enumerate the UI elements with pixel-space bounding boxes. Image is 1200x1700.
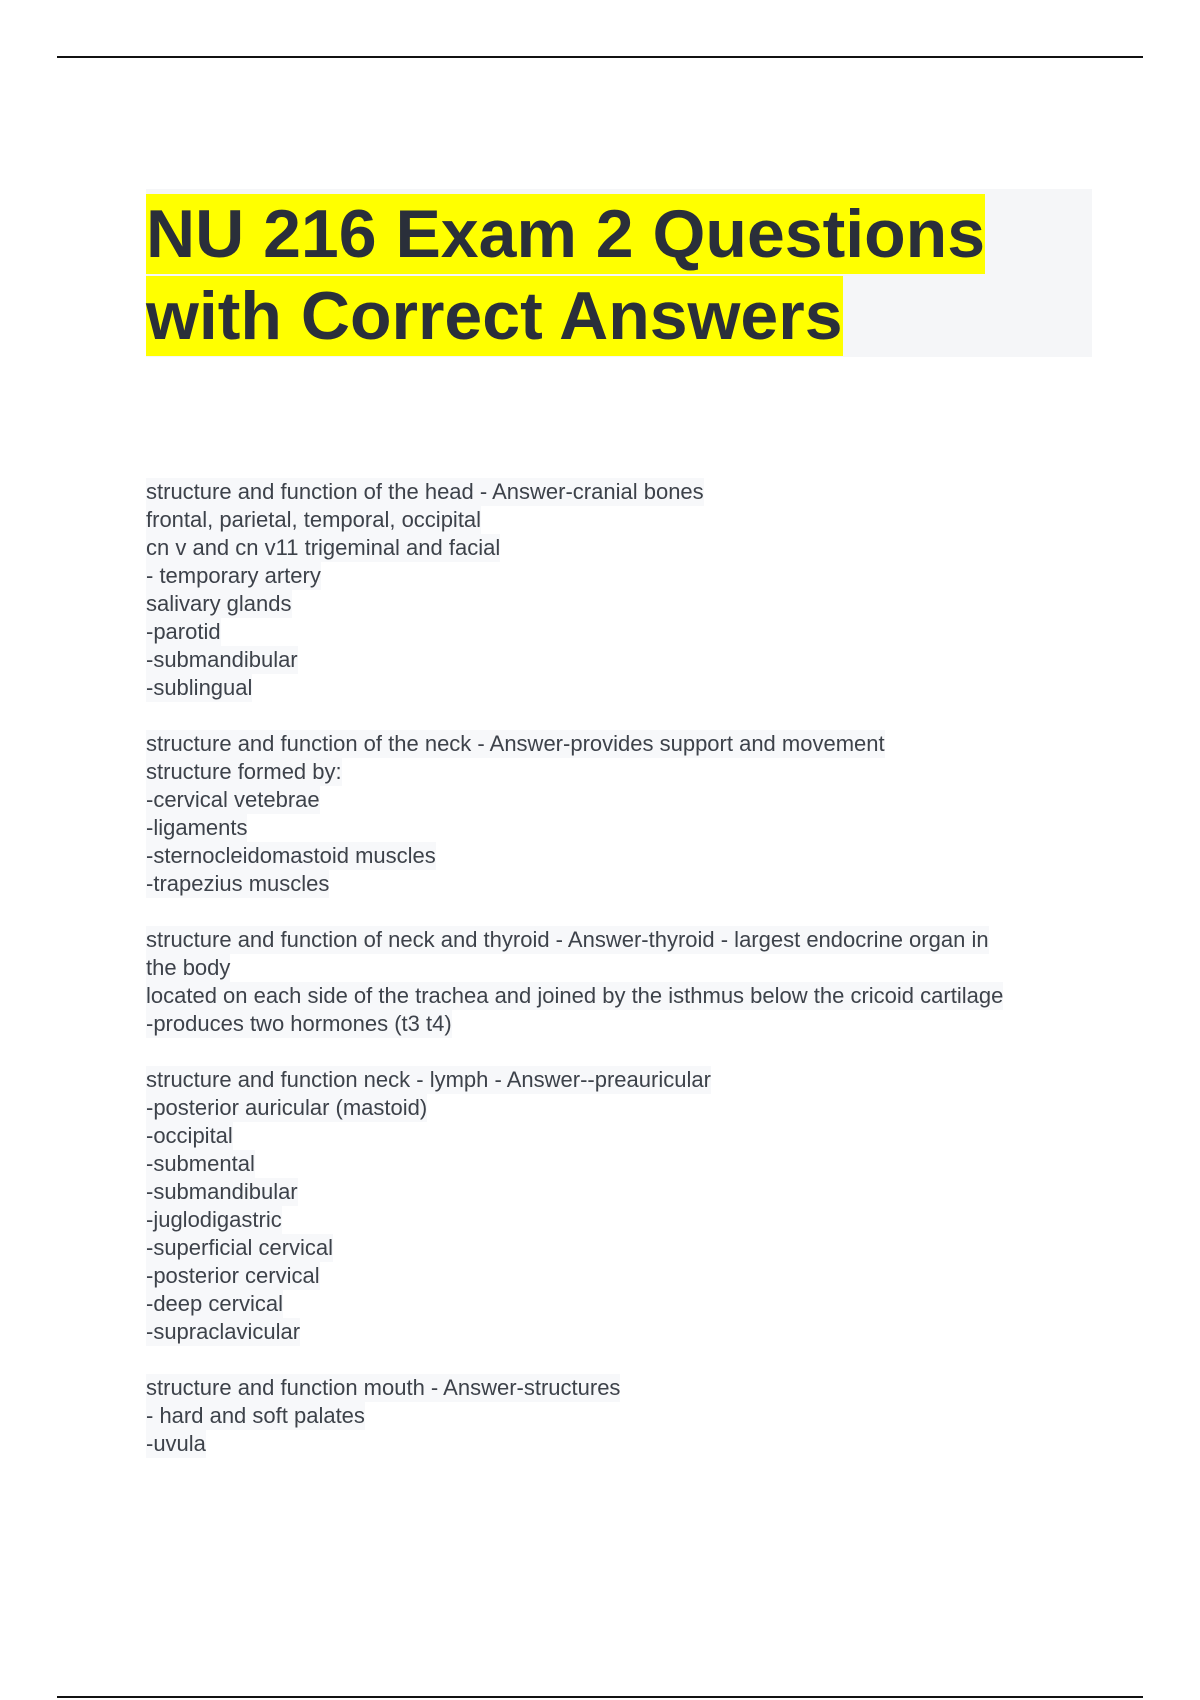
qa-entry bbox=[146, 478, 1096, 702]
answer-line: -submental bbox=[146, 1151, 255, 1176]
answer-line: -submandibular bbox=[146, 1179, 298, 1204]
qa-entry bbox=[146, 1066, 1096, 1346]
question-line: structure and function of the neck - Answer-provides support and movement bbox=[146, 731, 885, 756]
document-title-line-2: with Correct Answers bbox=[146, 278, 843, 354]
answer-line: -juglodigastric bbox=[146, 1207, 282, 1232]
answer-line: cn v and cn v11 trigeminal and facial bbox=[146, 535, 501, 560]
answer-line: -produces two hormones (t3 t4) bbox=[146, 1011, 452, 1036]
answer-line: frontal, parietal, temporal, occipital bbox=[146, 507, 482, 532]
question-line: structure and function mouth - Answer-structures bbox=[146, 1375, 621, 1400]
answer-line: - temporary artery bbox=[146, 563, 321, 588]
answer-line: -occipital bbox=[146, 1123, 233, 1148]
answer-line: - hard and soft palates bbox=[146, 1403, 365, 1428]
document-title-line-1: NU 216 Exam 2 Questions bbox=[146, 196, 986, 272]
answer-line: the body bbox=[146, 955, 231, 980]
top-rule bbox=[57, 56, 1143, 58]
answer-line: -deep cervical bbox=[146, 1291, 283, 1316]
answer-line: -superficial cervical bbox=[146, 1235, 334, 1260]
answer-line: -posterior cervical bbox=[146, 1263, 320, 1288]
qa-entry bbox=[146, 926, 1096, 1038]
answer-line: -sublingual bbox=[146, 675, 253, 700]
bottom-rule bbox=[57, 1696, 1143, 1698]
answer-line: -sternocleidomastoid muscles bbox=[146, 843, 436, 868]
qa-entry bbox=[146, 1374, 1096, 1458]
question-line: structure and function of the head - Answer-cranial bones bbox=[146, 479, 704, 504]
answer-line: -posterior auricular (mastoid) bbox=[146, 1095, 428, 1120]
answer-line: -parotid bbox=[146, 619, 221, 644]
answer-line: -supraclavicular bbox=[146, 1319, 301, 1344]
question-line: structure and function neck - lymph - Answer--preauricular bbox=[146, 1067, 711, 1092]
answer-line: -cervical vetebrae bbox=[146, 787, 320, 812]
answer-line: salivary glands bbox=[146, 591, 292, 616]
answer-line: -submandibular bbox=[146, 647, 298, 672]
question-line: structure and function of neck and thyroid - Answer-thyroid - largest endocrine organ in bbox=[146, 927, 989, 952]
answer-line: structure formed by: bbox=[146, 759, 342, 784]
answer-line: -uvula bbox=[146, 1431, 206, 1456]
answer-line: located on each side of the trachea and joined by the isthmus below the cricoid cartilage bbox=[146, 983, 1004, 1008]
answer-line: -ligaments bbox=[146, 815, 248, 840]
qa-content bbox=[146, 478, 1096, 1486]
qa-entry bbox=[146, 730, 1096, 898]
answer-line: -trapezius muscles bbox=[146, 871, 330, 896]
